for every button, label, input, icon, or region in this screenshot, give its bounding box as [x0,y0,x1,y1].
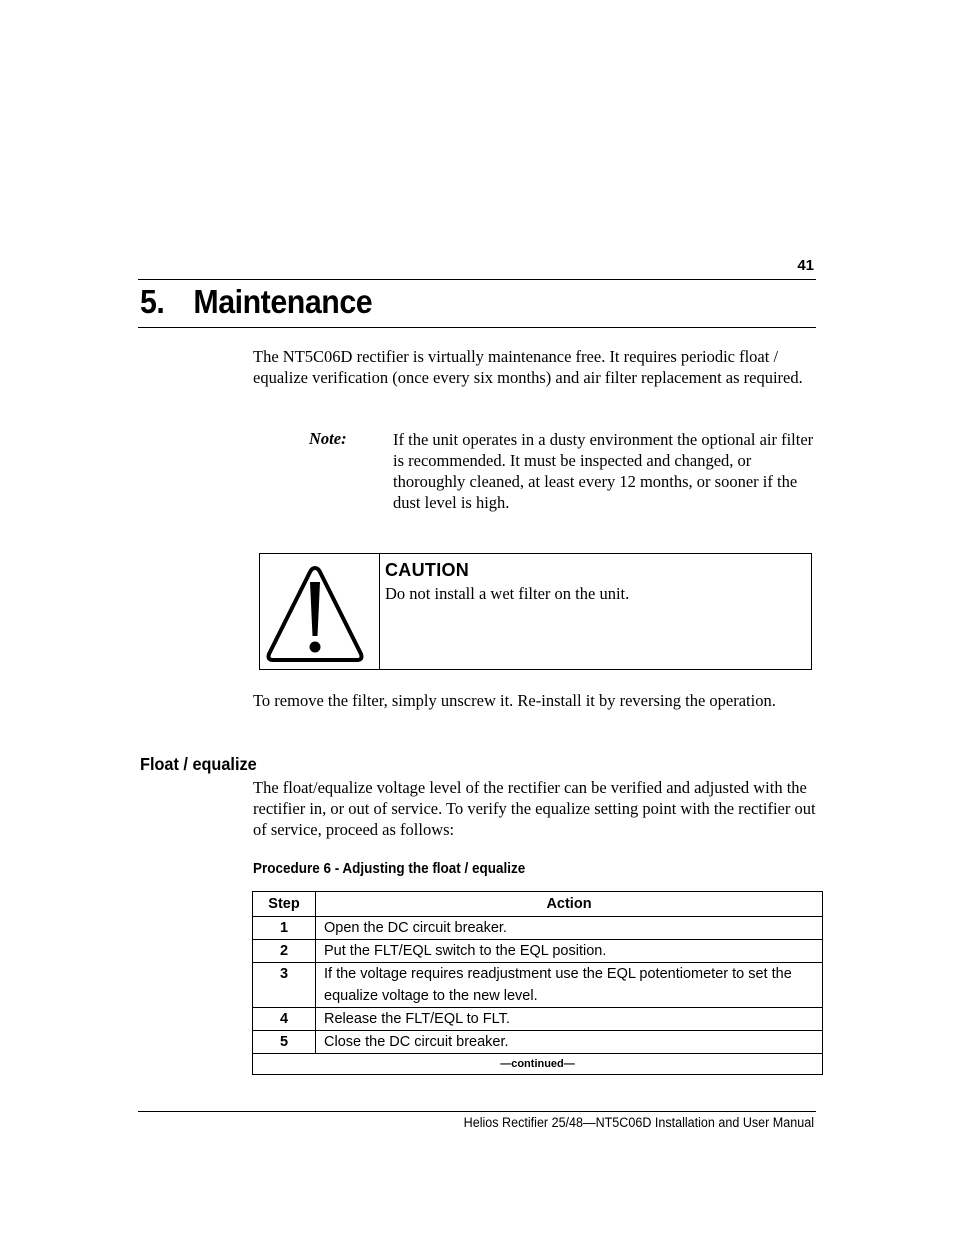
title-rule [138,327,816,328]
step-action: Release the FLT/EQL to FLT. [316,1008,823,1031]
step-number: 2 [253,940,316,963]
section-paragraph: The float/equalize voltage level of the rectifier can be verified and adjusted with the rectifier in, or out of service. To verify the equalize setting point with the rectifier out of service, proceed as follows: [253,778,816,839]
header-rule [138,279,816,280]
table-row [253,1008,823,1031]
caution-text: Do not install a wet filter on the unit. [385,584,630,603]
step-action: If the voltage requires readjustment use the EQL potentiometer to set the equalize voltage to the new level. [316,963,823,1008]
table-row [253,963,823,1008]
procedure-caption: Procedure 6 - Adjusting the float / equalize [253,861,526,877]
caution-box [259,553,812,670]
procedure-table [252,891,823,1075]
footer-rule [138,1111,816,1112]
step-column-header: Step [253,892,316,917]
caution-heading: CAUTION [385,560,470,580]
step-action: Put the FLT/EQL switch to the EQL position. [316,940,823,963]
step-number: 1 [253,917,316,940]
note-text: If the unit operates in a dusty environment the optional air filter is recommended. It must be inspected and changed, or thoroughly cleaned, at least every 12 months, or sooner if the dust level is high. [393,430,814,512]
step-number: 3 [253,963,316,1008]
table-row [253,917,823,940]
table-row [253,940,823,963]
step-number: 4 [253,1008,316,1031]
step-action: Close the DC circuit breaker. [316,1031,823,1054]
step-action: Open the DC circuit breaker. [316,917,823,940]
chapter-number: 5. [140,283,165,320]
note-label: Note: [309,429,347,448]
table-header-row [253,892,823,917]
section-heading: Float / equalize [140,754,257,774]
caution-icon-cell [260,554,380,669]
continued-row [253,1054,823,1075]
chapter-title [140,283,372,321]
action-column-header: Action [316,892,823,917]
chapter-title-text: Maintenance [193,283,373,320]
continued-label: —continued— [253,1054,823,1075]
footer-text: Helios Rectifier 25/48—NT5C06D Installation and User Manual [463,1115,814,1130]
warning-triangle-icon [266,562,364,664]
step-number: 5 [253,1031,316,1054]
table-row [253,1031,823,1054]
remove-filter-paragraph: To remove the filter, simply unscrew it. Re-install it by reversing the operation. [253,691,776,710]
intro-paragraph: The NT5C06D rectifier is virtually maintenance free. It requires periodic float / equalize verification (once every six months) and air filter replacement as required. [253,347,803,387]
page-number: 41 [797,257,814,274]
